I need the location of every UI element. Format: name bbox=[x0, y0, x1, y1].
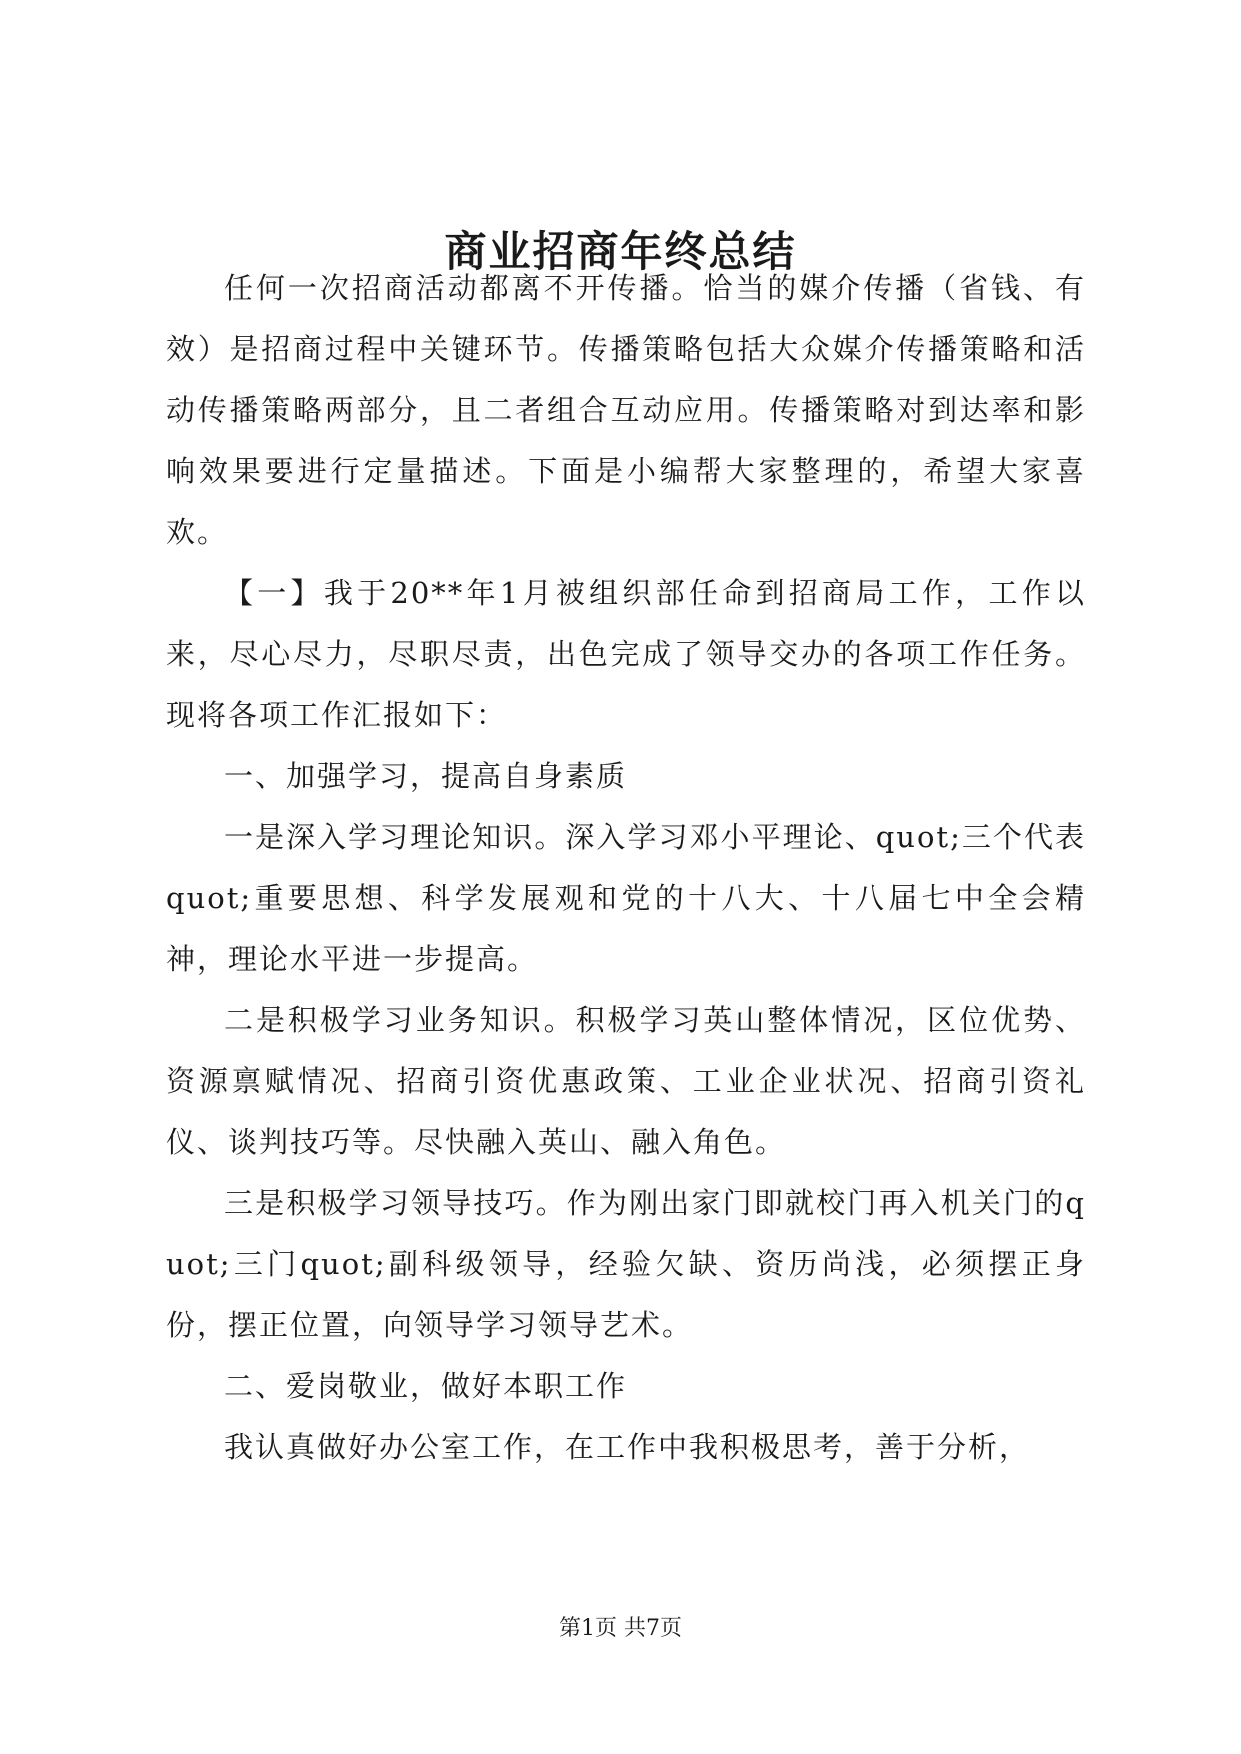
heading-study: 一、加强学习，提高自身素质 bbox=[224, 759, 628, 793]
paragraph-office-work: 我认真做好办公室工作，在工作中我积极思考，善于分析， bbox=[224, 1430, 1031, 1464]
document-body bbox=[166, 258, 1086, 1478]
paragraph-section-one: 【一】我于20**年1月被组织部任命到招商局工作，工作以来，尽心尽力，尽职尽责，出色完成了领导交办的各项工作任务。现将各项工作汇报如下： bbox=[166, 576, 1086, 732]
paragraph-leadership-study: 三是积极学习领导技巧。作为刚出家门即就校门再入机关门的quot;三门quot;副科级领导，经验欠缺、资历尚浅，必须摆正身份，摆正位置，向领导学习领导艺术。 bbox=[166, 1186, 1086, 1342]
paragraph-intro: 任何一次招商活动都离不开传播。恰当的媒介传播（省钱、有效）是招商过程中关键环节。传播策略包括大众媒介传播策略和活动传播策略两部分，且二者组合互动应用。传播策略对到达率和影响效果要进行定量描述。下面是小编帮大家整理的，希望大家喜欢。 bbox=[166, 271, 1086, 549]
heading-dedication: 二、爱岗敬业，做好本职工作 bbox=[224, 1369, 628, 1403]
paragraph-theory-study: 一是深入学习理论知识。深入学习邓小平理论、quot;三个代表quot;重要思想、科学发展观和党的十八大、十八届七中全会精神，理论水平进一步提高。 bbox=[166, 820, 1086, 976]
page-title: 商业招商年终总结 bbox=[444, 227, 797, 276]
paragraph-business-study: 二是积极学习业务知识。积极学习英山整体情况，区位优势、资源禀赋情况、招商引资优惠政策、工业企业状况、招商引资礼仪、谈判技巧等。尽快融入英山、融入角色。 bbox=[166, 1003, 1086, 1159]
page-number: 第1页 共7页 bbox=[559, 1616, 682, 1641]
